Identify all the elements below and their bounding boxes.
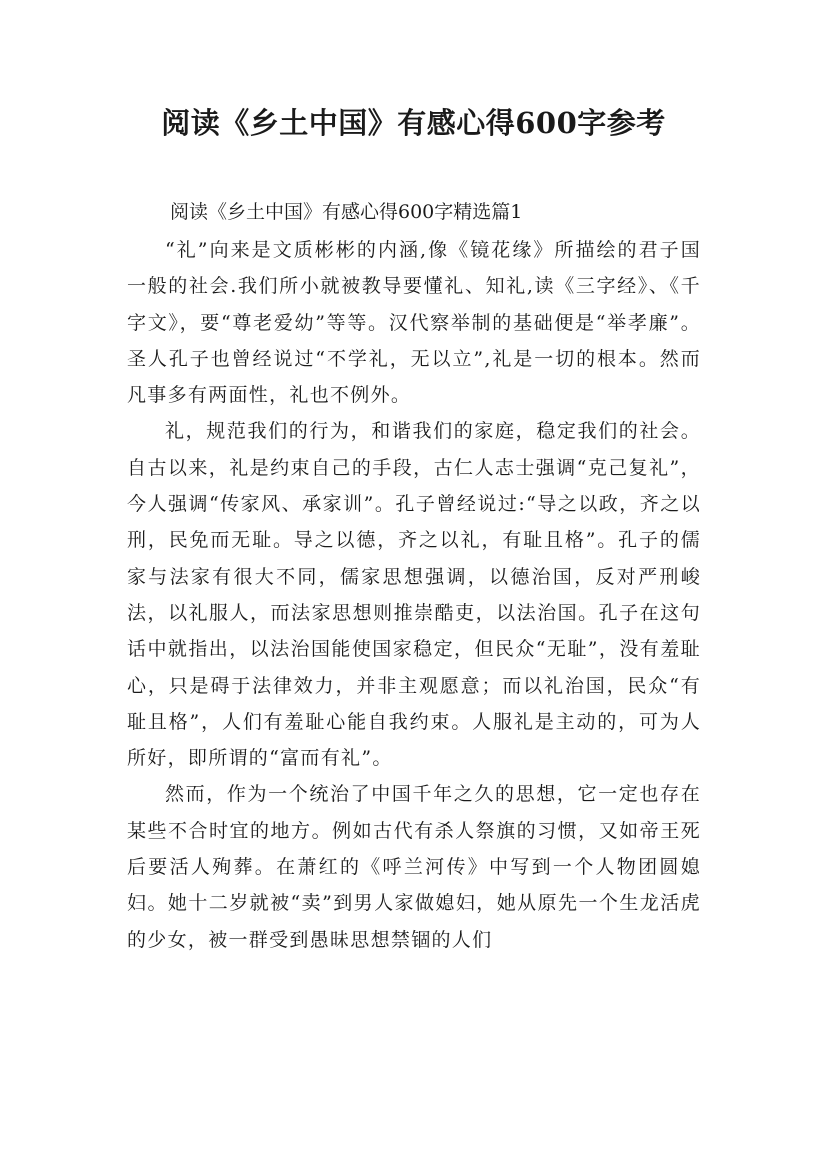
section-heading: 阅读《乡土中国》有感心得600字精选篇1 (170, 201, 523, 223)
paragraph: “礼”向来是文质彬彬的内涵,像《镜花缘》所描绘的君子国一般的社会.我们所小就被教导要懂礼、知礼,读《三字经》、《千字文》，要“尊老爱幼”等等。汉代察举制的基础便是“举孝廉”。圣人孔子也曾经说过“不学礼，无以立”,礼是一切的根本。然而凡事多有两面性，礼也不例外。 (127, 239, 701, 407)
document-body (127, 232, 701, 958)
paragraph: 然而，作为一个统治了中国千年之久的思想，它一定也存在某些不合时宜的地方。例如古代有杀人祭旗的习惯，又如帝王死后要活人殉葬。在萧红的《呼兰河传》中写到一个人物团圆媳妇。她十二岁就被“卖”到男人家做媳妇，她从原先一个生龙活虎的少女，被一群受到愚昧思想禁锢的人们 (127, 783, 701, 951)
document-title: 阅读《乡土中国》有感心得600字参考 (161, 106, 666, 140)
paragraph: 礼，规范我们的行为，和谐我们的家庭，稳定我们的社会。自古以来，礼是约束自己的手段，古仁人志士强调“克己复礼”，今人强调“传家风、承家训”。孔子曾经说过:“导之以政，齐之以刑，民免而无耻。导之以德，齐之以礼，有耻且格”。孔子的儒家与法家有很大不同，儒家思想强调，以德治国，反对严刑峻法，以礼服人，而法家思想则推崇酷吏，以法治国。孔子在这句话中就指出，以法治国能使国家稳定，但民众“无耻”，没有羞耻心，只是碍于法律效力，并非主观愿意；而以礼治国，民众“有耻且格”，人们有羞耻心能自我约束。人服礼是主动的，可为人所好，即所谓的“富而有礼”。 (127, 420, 701, 770)
